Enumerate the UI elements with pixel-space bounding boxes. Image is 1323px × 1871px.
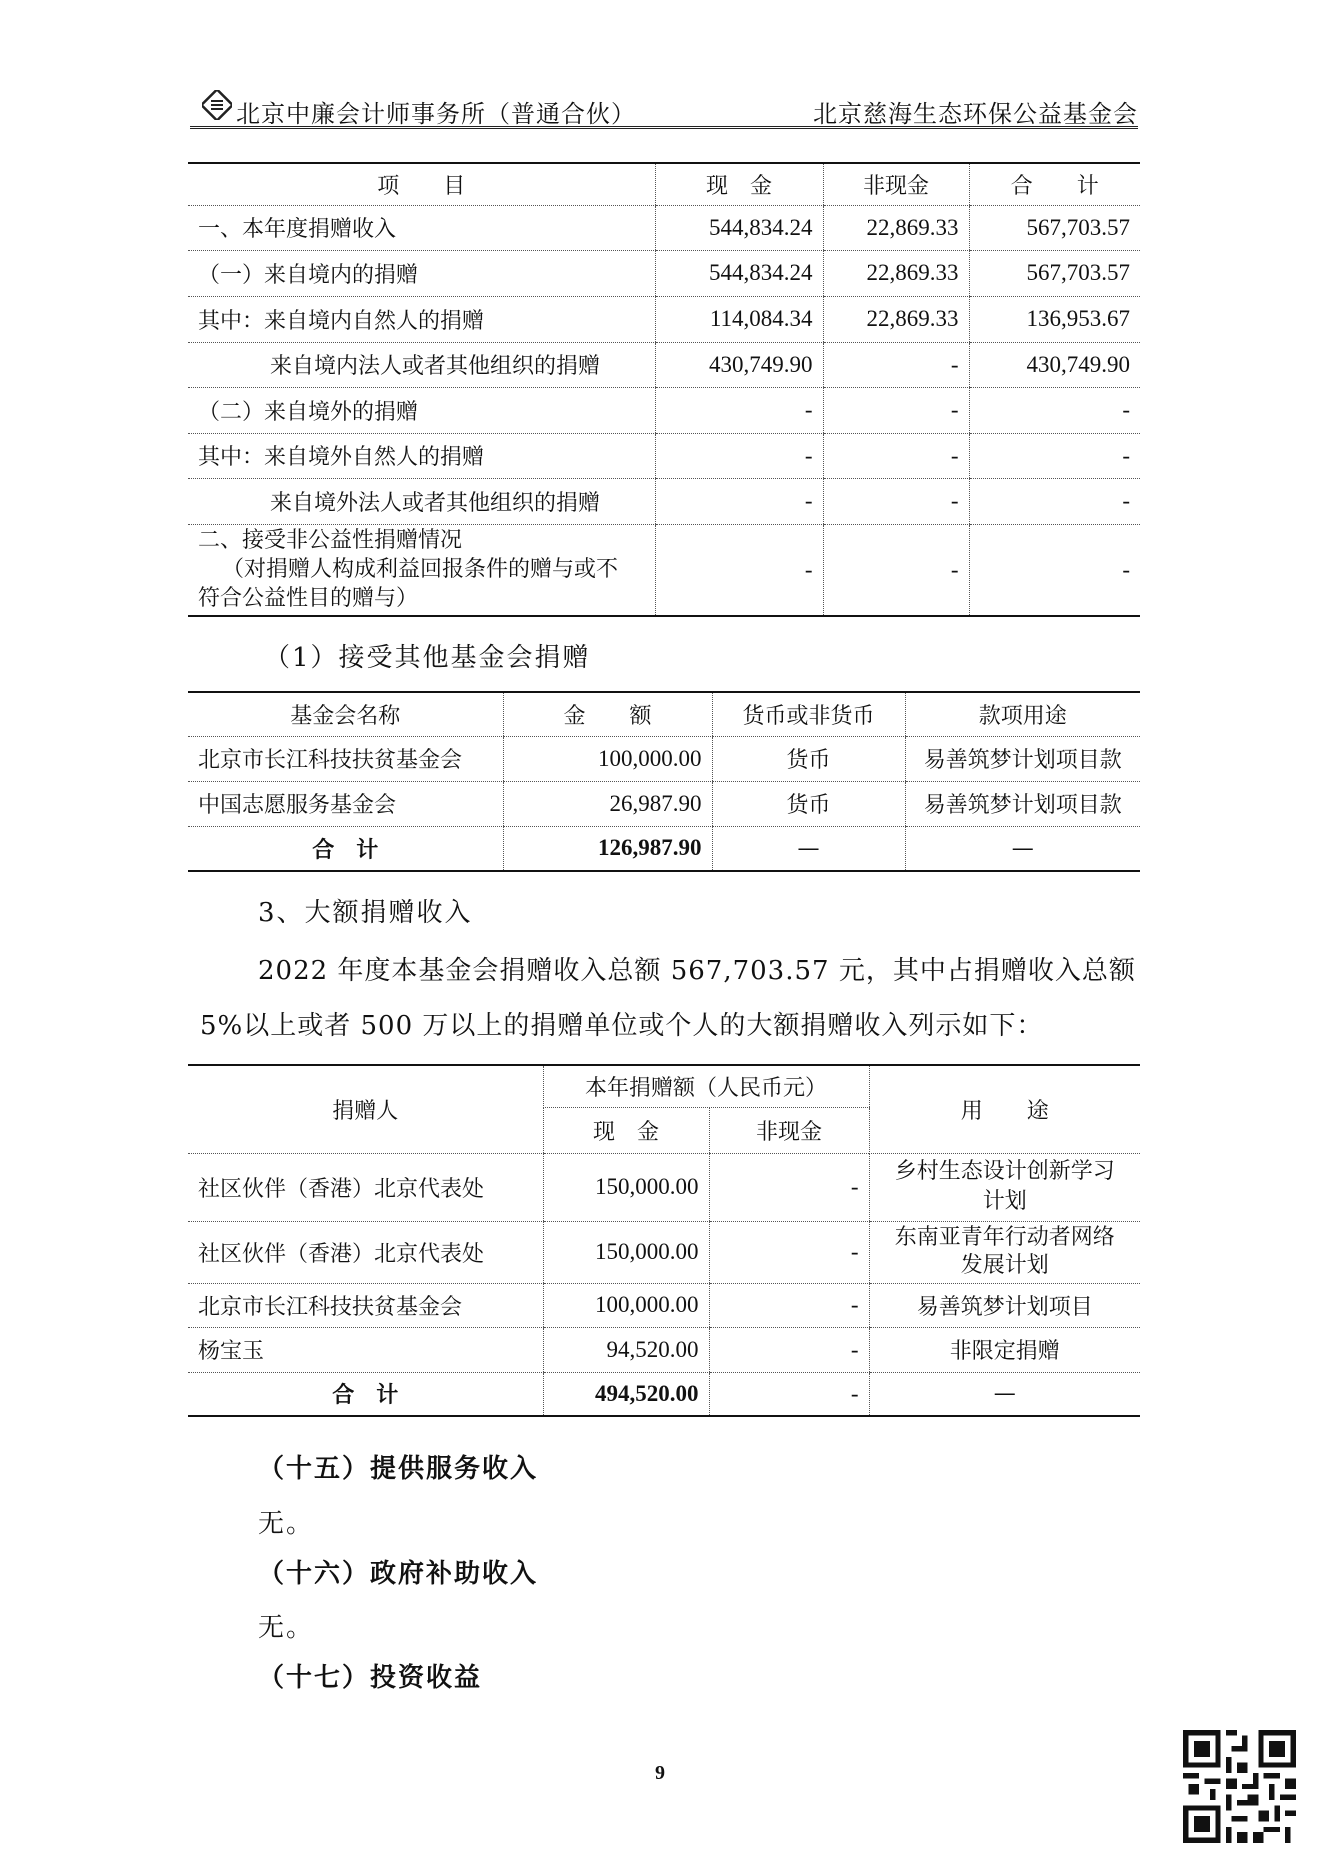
donor-cell: 社区伙伴（香港）北京代表处 [188, 1153, 543, 1221]
page-number: 9 [655, 1762, 665, 1784]
section-heading: （1）接受其他基金会捐赠 [264, 643, 591, 673]
table-row [188, 387, 1140, 433]
row-label: （二）来自境外的捐赠 [188, 387, 655, 433]
col-header-use: 款项用途 [905, 692, 1140, 736]
large-donations-table [188, 1064, 1140, 1417]
cash-cell: 150,000.00 [543, 1153, 709, 1221]
cash-cell: 544,834.24 [655, 250, 823, 296]
donor-cell: 北京市长江科技扶贫基金会 [188, 1283, 543, 1327]
table-header-row [188, 1065, 1140, 1107]
total-cell: 567,703.57 [969, 205, 1140, 250]
col-header-type: 货币或非货币 [712, 692, 905, 736]
total-cash: 494,520.00 [543, 1372, 709, 1416]
foundation-name: 北京慈海生态环保公益基金会 [813, 100, 1138, 128]
cash-cell: 430,749.90 [655, 342, 823, 387]
donor-cell: 杨宝玉 [188, 1327, 543, 1372]
section-heading: 3、大额捐赠收入 [258, 898, 473, 928]
noncash-cell: - [823, 342, 969, 387]
section-heading: （十六）政府补助收入 [258, 1559, 539, 1589]
col-header-donor: 捐赠人 [188, 1065, 543, 1153]
paragraph-line: 5%以上或者 500 万以上的捐赠单位或个人的大额捐赠收入列示如下： [200, 1011, 1044, 1041]
col-header-name: 基金会名称 [188, 692, 503, 736]
total-use: — [869, 1372, 1140, 1416]
row-label [188, 524, 655, 616]
table-row [188, 250, 1140, 296]
auditor-name: 北京中廉会计师事务所（普通合伙） [236, 100, 636, 128]
use-cell: 易善筑梦计划项目 [869, 1283, 1140, 1327]
table-row [188, 205, 1140, 250]
foundation-cell: 北京市长江科技扶贫基金会 [188, 736, 503, 781]
total-cell: - [969, 387, 1140, 433]
cash-cell: - [655, 433, 823, 478]
qr-code-icon [1183, 1730, 1296, 1843]
cash-cell: - [655, 524, 823, 616]
section-heading: （十七）投资收益 [258, 1663, 483, 1693]
col-header-amount: 金 额 [503, 692, 712, 736]
cash-cell: - [655, 387, 823, 433]
cash-cell: 100,000.00 [543, 1283, 709, 1327]
row-label: 来自境外法人或者其他组织的捐赠 [188, 478, 655, 524]
cash-cell: 114,084.34 [655, 296, 823, 342]
noncash-cell: - [823, 433, 969, 478]
total-label: 合 计 [188, 1372, 543, 1416]
row-label: 其中：来自境内自然人的捐赠 [188, 296, 655, 342]
noncash-cell: 22,869.33 [823, 296, 969, 342]
col-header-item: 项 目 [188, 163, 655, 205]
amount-cell: 100,000.00 [503, 736, 712, 781]
row-label: 来自境内法人或者其他组织的捐赠 [188, 342, 655, 387]
row-label: 其中：来自境外自然人的捐赠 [188, 433, 655, 478]
col-header-total: 合 计 [969, 163, 1140, 205]
noncash-cell: 22,869.33 [823, 250, 969, 296]
cash-cell: 150,000.00 [543, 1221, 709, 1283]
body-text: 无。 [258, 1509, 315, 1539]
use-line: 计划 [982, 1189, 1027, 1214]
foundation-donations-table [188, 691, 1140, 872]
cash-cell: 94,520.00 [543, 1327, 709, 1372]
total-cell: 430,749.90 [969, 342, 1140, 387]
type-cell: 货币 [712, 781, 905, 826]
col-header-cash: 现 金 [655, 163, 823, 205]
noncash-cell: - [823, 387, 969, 433]
total-cell: 567,703.57 [969, 250, 1140, 296]
total-label: 合 计 [188, 826, 503, 871]
noncash-cell: - [709, 1153, 869, 1221]
table-row [188, 781, 1140, 826]
use-cell [869, 1221, 1140, 1283]
firm-logo-icon [202, 90, 232, 120]
table-row [188, 1221, 1140, 1283]
noncash-cell: - [709, 1283, 869, 1327]
total-cell: - [969, 524, 1140, 616]
col-header-use: 用 途 [869, 1065, 1140, 1153]
noncash-cell: - [709, 1221, 869, 1283]
donation-income-table [188, 162, 1140, 617]
type-cell: 货币 [712, 736, 905, 781]
table-total-row [188, 1372, 1140, 1416]
section-heading: （十五）提供服务收入 [258, 1454, 539, 1484]
use-cell [869, 1153, 1140, 1221]
row-label-line: 符合公益性目的赠与） [198, 586, 419, 612]
table-row [188, 342, 1140, 387]
table-row [188, 478, 1140, 524]
total-cell: - [969, 433, 1140, 478]
foundation-cell: 中国志愿服务基金会 [188, 781, 503, 826]
total-cell: - [969, 478, 1140, 524]
use-cell: 非限定捐赠 [869, 1327, 1140, 1372]
col-header-noncash: 非现金 [709, 1107, 869, 1153]
total-use: — [905, 826, 1140, 871]
col-header-amount: 本年捐赠额（人民币元） [543, 1065, 869, 1107]
amount-cell: 26,987.90 [503, 781, 712, 826]
row-label: （一）来自境内的捐赠 [188, 250, 655, 296]
use-line: 东南亚青年行动者网络 [894, 1225, 1115, 1250]
table-row [188, 296, 1140, 342]
paragraph-line: 2022 年度本基金会捐赠收入总额 567,703.57 元，其中占捐赠收入总额 [258, 956, 1136, 986]
table-header-row [188, 163, 1140, 205]
table-row [188, 1327, 1140, 1372]
table-row [188, 736, 1140, 781]
table-row [188, 433, 1140, 478]
table-header-row [188, 692, 1140, 736]
col-header-cash: 现 金 [543, 1107, 709, 1153]
table-row [188, 1153, 1140, 1221]
row-label-line: （对捐赠人构成利益回报条件的赠与或不 [222, 557, 619, 583]
total-amount: 126,987.90 [503, 826, 712, 871]
total-cell: 136,953.67 [969, 296, 1140, 342]
use-line: 发展计划 [960, 1253, 1049, 1278]
table-row [188, 524, 1140, 616]
noncash-cell: - [823, 478, 969, 524]
cash-cell: 544,834.24 [655, 205, 823, 250]
use-cell: 易善筑梦计划项目款 [905, 781, 1140, 826]
body-text: 无。 [258, 1613, 315, 1643]
row-label-line: 二、接受非公益性捐赠情况 [198, 528, 463, 554]
table-row [188, 1283, 1140, 1327]
col-header-noncash: 非现金 [823, 163, 969, 205]
noncash-cell: - [709, 1327, 869, 1372]
total-type: — [712, 826, 905, 871]
use-line: 乡村生态设计创新学习 [894, 1159, 1115, 1184]
cash-cell: - [655, 478, 823, 524]
total-noncash: - [709, 1372, 869, 1416]
donor-cell: 社区伙伴（香港）北京代表处 [188, 1221, 543, 1283]
table-total-row [188, 826, 1140, 871]
page-header [190, 88, 1138, 129]
noncash-cell: - [823, 524, 969, 616]
use-cell: 易善筑梦计划项目款 [905, 736, 1140, 781]
noncash-cell: 22,869.33 [823, 205, 969, 250]
row-label: 一、本年度捐赠收入 [188, 205, 655, 250]
